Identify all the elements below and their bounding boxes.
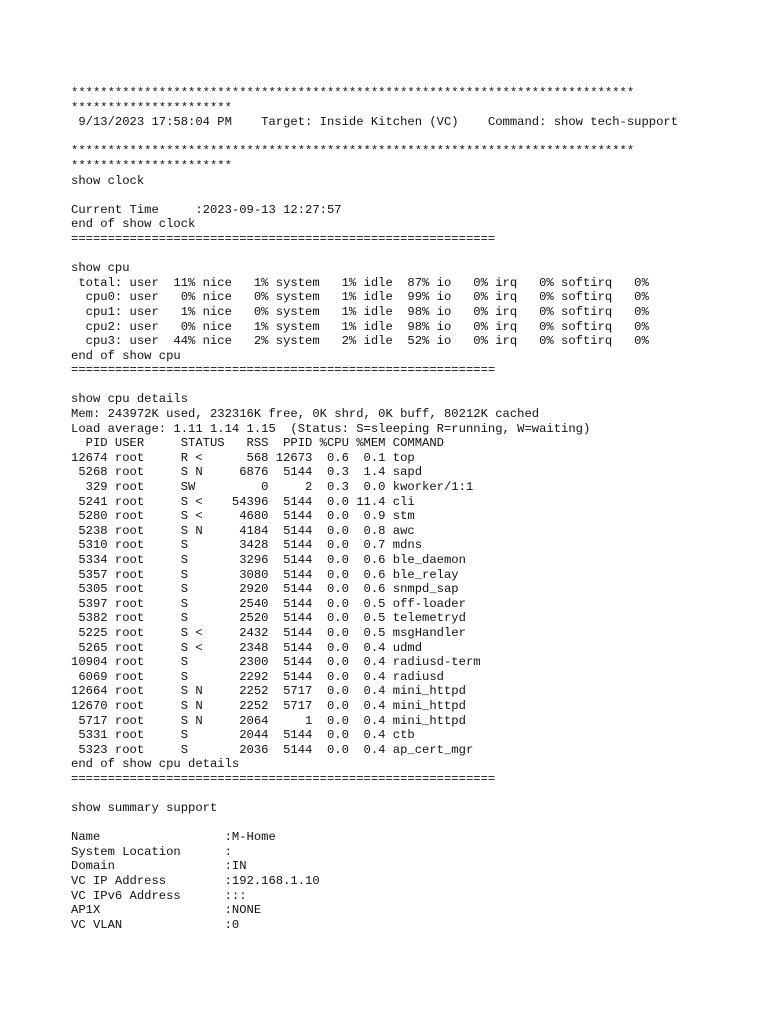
process-row: 5268 root S N 6876 5144 0.3 1.4 sapd [71,465,423,480]
process-row: 329 root SW 0 2 0.3 0.0 kworker/1:1 [71,480,474,495]
process-row: 5225 root S < 2432 5144 0.0 0.5 msgHandler [71,625,466,640]
banner-stars: ***************************************************************************** [71,144,635,159]
process-row: 12674 root R < 568 12673 0.6 0.1 top [71,450,415,465]
cpu-row-cpu0: cpu0: user 0% nice 0% system 1% idle 99% io 0% irq 0% softirq 0% [71,290,649,305]
process-table-header: PID USER STATUS RSS PPID %CPU %MEM COMMAND [71,436,444,451]
process-row: 5717 root S N 2064 1 0.0 0.4 mini_httpd [71,713,466,728]
process-row: 5238 root S N 4184 5144 0.0 0.8 awc [71,523,415,538]
process-row: 12670 root S N 2252 5717 0.0 0.4 mini_httpd [71,698,466,713]
blank-line [71,247,731,262]
section-title-cpu: show cpu [71,261,130,276]
blank-line [71,816,731,831]
cpu-row-total: total: user 11% nice 1% system 1% idle 87% io 0% irq 0% softirq 0% [71,275,649,290]
load-average: Load average: 1.11 1.14 1.15 (Status: S=sleeping R=running, W=waiting) [71,421,591,436]
process-row: 5357 root S 3080 5144 0.0 0.6 ble_relay [71,567,459,582]
tech-support-document [71,86,731,932]
summary-field-vc-vlan: VC VLAN :0 [71,917,240,932]
process-row: 6069 root S 2292 5144 0.0 0.4 radiusd [71,669,444,684]
separator: ========================================================== [71,363,496,378]
summary-field-domain: Domain :IN [71,859,247,874]
process-row: 5305 root S 2920 5144 0.0 0.6 snmpd_sap [71,582,459,597]
process-row: 5331 root S 2044 5144 0.0 0.4 ctb [71,728,415,743]
banner-stars: ********************** [71,100,232,115]
summary-field-name: Name :M-Home [71,830,276,845]
process-row: 5397 root S 2540 5144 0.0 0.5 off-loader [71,596,466,611]
separator: ========================================================== [71,771,496,786]
separator: ========================================================== [71,231,496,246]
summary-field-vc-ip: VC IP Address :192.168.1.10 [71,874,320,889]
blank-line [71,378,731,393]
process-row: 5241 root S < 54396 5144 0.0 11.4 cli [71,494,415,509]
banner-stars: ********************** [71,158,232,173]
section-title-clock: show clock [71,173,145,188]
process-row: 5310 root S 3428 5144 0.0 0.7 mdns [71,538,423,553]
process-row: 5265 root S < 2348 5144 0.0 0.4 udmd [71,640,423,655]
process-row: 5280 root S < 4680 5144 0.0 0.9 stm [71,509,415,524]
section-title-cpu-details: show cpu details [71,392,189,407]
blank-line [71,188,731,203]
banner-info-line: 9/13/2023 17:58:04 PM Target: Inside Kitchen (VC) Command: show tech-support [71,115,679,130]
process-row: 5382 root S 2520 5144 0.0 0.5 telemetryd [71,611,466,626]
blank-line [71,130,731,145]
cpu-row-cpu2: cpu2: user 0% nice 1% system 1% idle 98% io 0% irq 0% softirq 0% [71,319,649,334]
section-end-cpu-details: end of show cpu details [71,757,240,772]
section-title-summary: show summary support [71,801,218,816]
section-end-cpu: end of show cpu [71,348,181,363]
current-time: Current Time :2023-09-13 12:27:57 [71,202,342,217]
banner-stars: ***************************************************************************** [71,86,635,100]
summary-field-vc-ipv6: VC IPv6 Address ::: [71,888,247,903]
section-end-clock: end of show clock [71,217,196,232]
cpu-row-cpu1: cpu1: user 1% nice 0% system 1% idle 98% io 0% irq 0% softirq 0% [71,304,649,319]
summary-field-ap1x: AP1X :NONE [71,903,262,918]
cpu-row-cpu3: cpu3: user 44% nice 2% system 2% idle 52% io 0% irq 0% softirq 0% [71,334,649,349]
process-row: 12664 root S N 2252 5717 0.0 0.4 mini_httpd [71,684,466,699]
process-row: 5323 root S 2036 5144 0.0 0.4 ap_cert_mgr [71,742,474,757]
memory-summary: Mem: 243972K used, 232316K free, 0K shrd, 0K buff, 80212K cached [71,407,540,422]
process-row: 5334 root S 3296 5144 0.0 0.6 ble_daemon [71,553,466,567]
blank-line [71,787,731,802]
summary-field-system-location: System Location : [71,844,232,859]
process-row: 10904 root S 2300 5144 0.0 0.4 radiusd-term [71,655,481,670]
